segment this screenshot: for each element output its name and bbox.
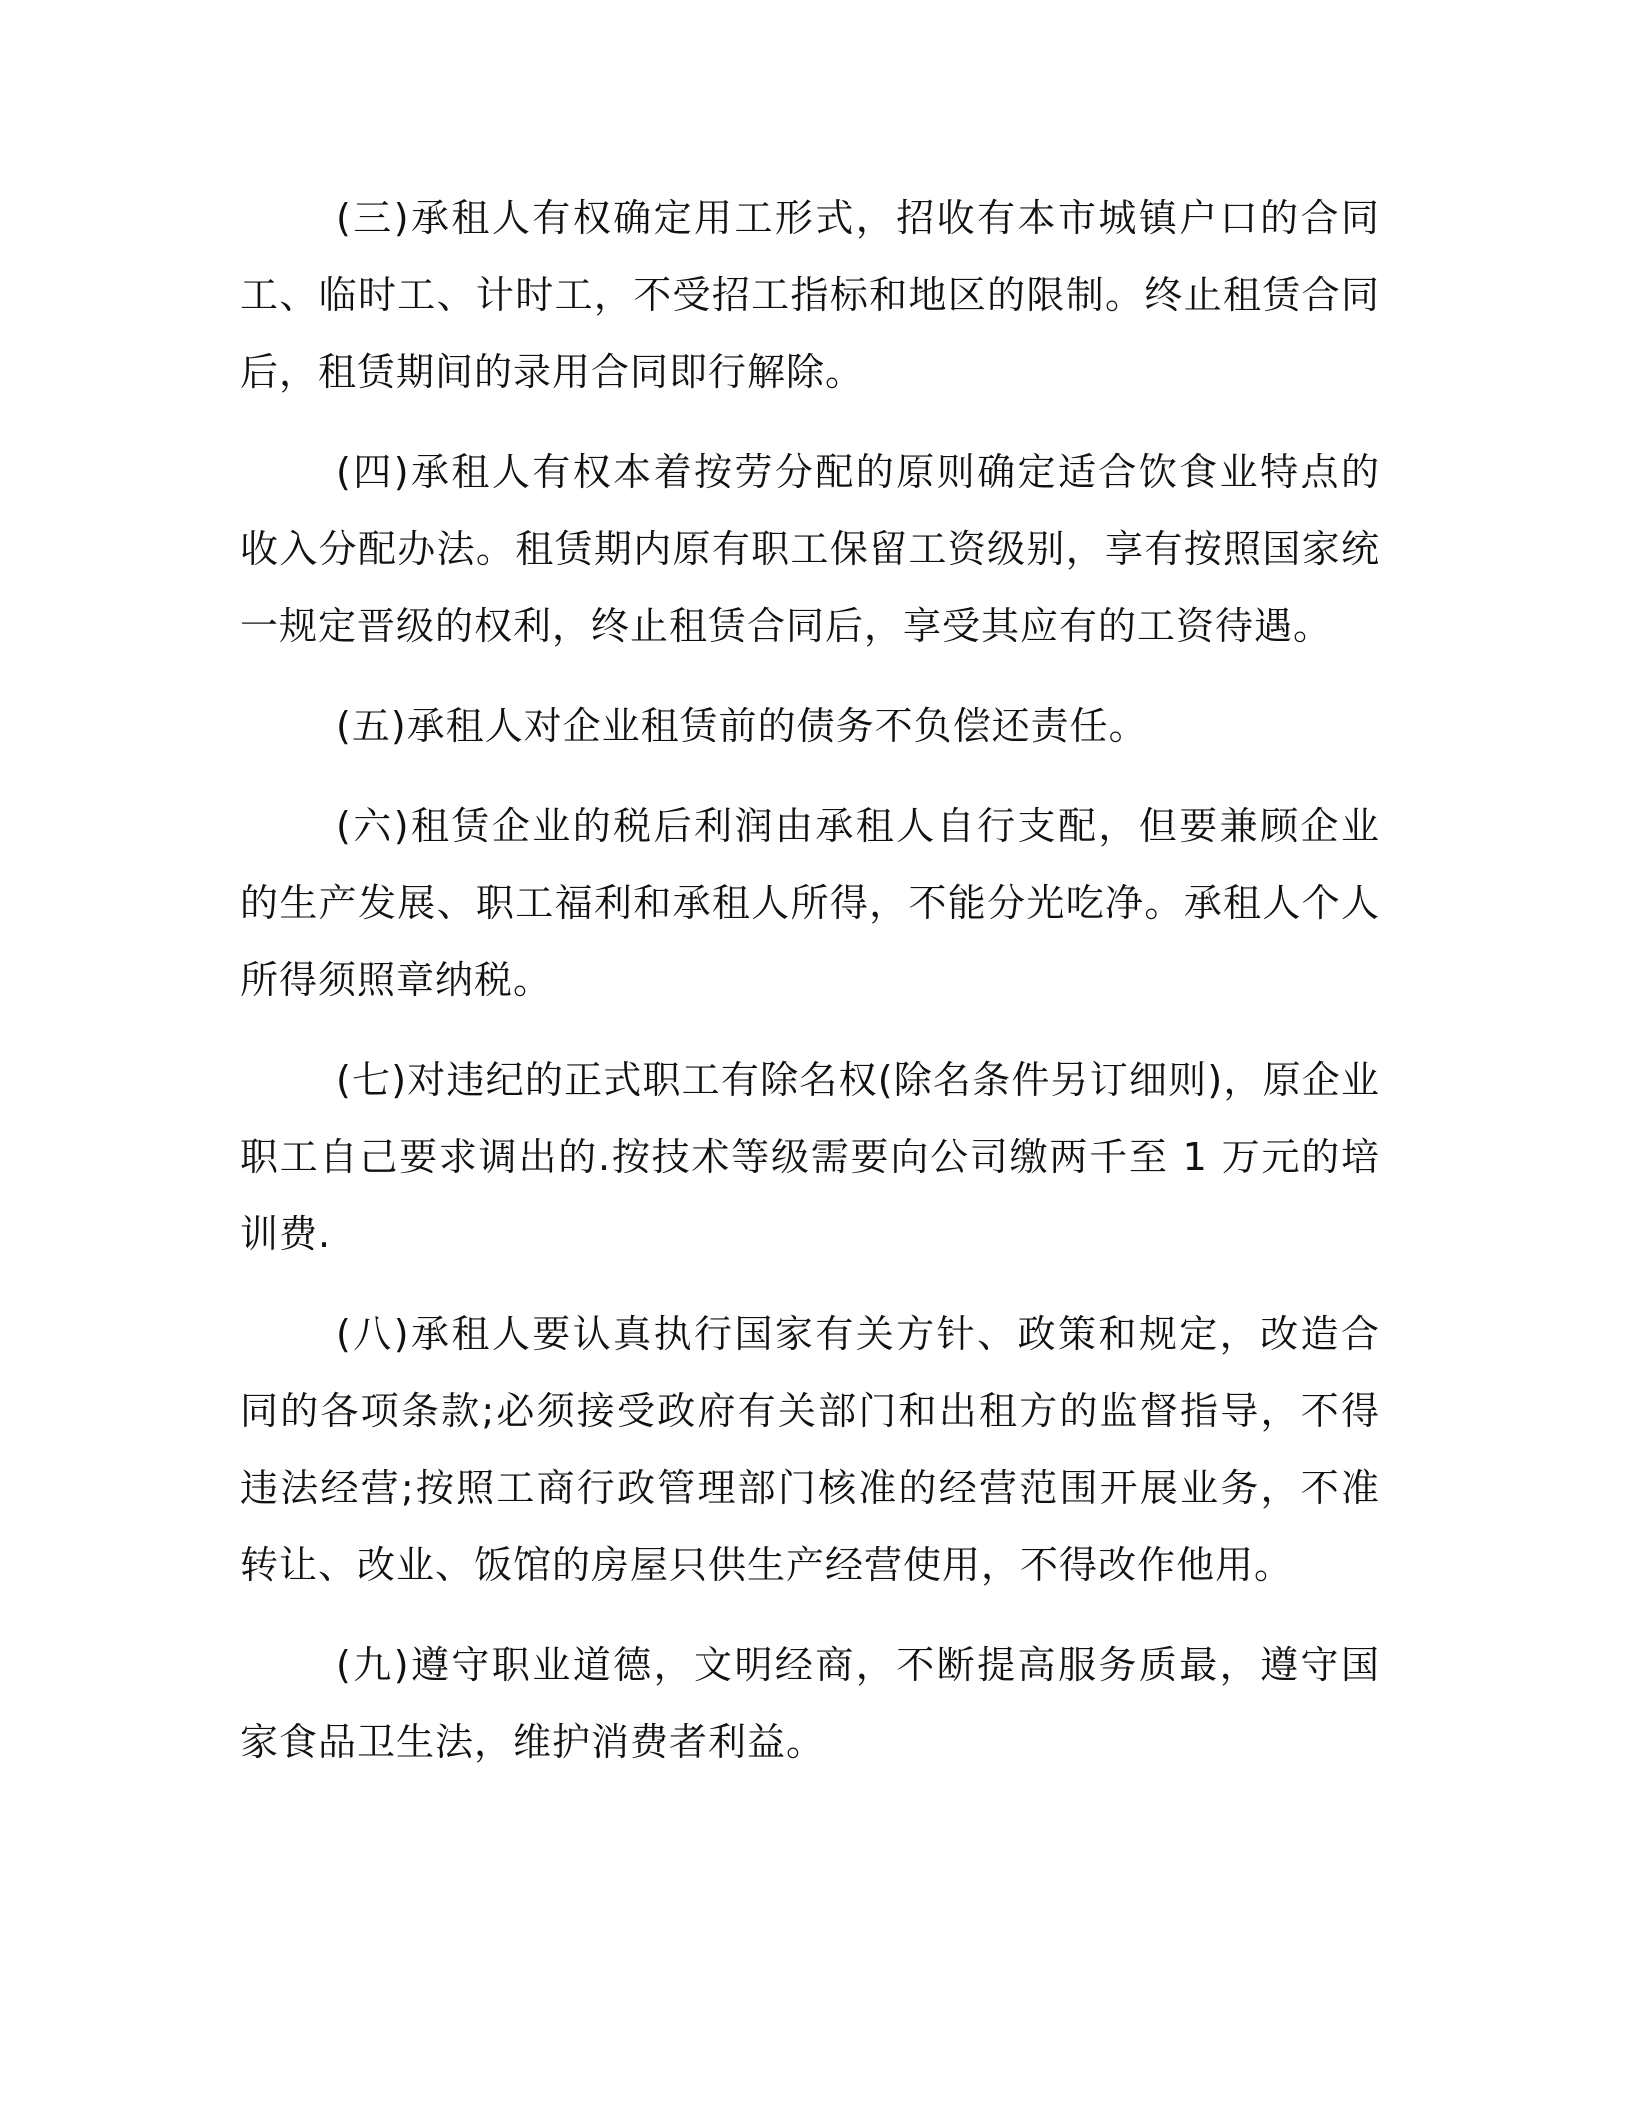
paragraph-clause-5: (五)承租人对企业租赁前的债务不负偿还责任。 bbox=[336, 704, 1148, 748]
paragraph-clause-9: (九)遵守职业道德，文明经商，不断提高服务质最，遵守国家食品卫生法，维护消费者利益。 bbox=[240, 1643, 1380, 1764]
paragraph-clause-3: (三)承租人有权确定用工形式，招收有本市城镇户口的合同工、临时工、计时工，不受招工指标和地区的限制。终止租赁合同后，租赁期间的录用合同即行解除。 bbox=[240, 196, 1380, 394]
paragraph-clause-6: (六)租赁企业的税后利润由承租人自行支配，但要兼顾企业的生产发展、职工福利和承租人所得，不能分光吃净。承租人个人所得须照章纳税。 bbox=[240, 804, 1380, 1002]
paragraph-clause-8: (八)承租人要认真执行国家有关方针、政策和规定，改造合同的各项条款;必须接受政府有关部门和出租方的监督指导，不得违法经营;按照工商行政管理部门核准的经营范围开展业务，不准转让、改业、饭馆的房屋只供生产经营使用，不得改作他用。 bbox=[240, 1312, 1380, 1587]
paragraph-clause-7: (七)对违纪的正式职工有除名权(除名条件另订细则)，原企业职工自己要求调出的.按技术等级需要向公司缴两千至 1 万元的培训费. bbox=[240, 1058, 1380, 1256]
document-body bbox=[240, 180, 1380, 1804]
paragraph-clause-4: (四)承租人有权本着按劳分配的原则确定适合饮食业特点的收入分配办法。租赁期内原有职工保留工资级别，享有按照国家统一规定晋级的权利，终止租赁合同后，享受其应有的工资待遇。 bbox=[240, 450, 1380, 648]
